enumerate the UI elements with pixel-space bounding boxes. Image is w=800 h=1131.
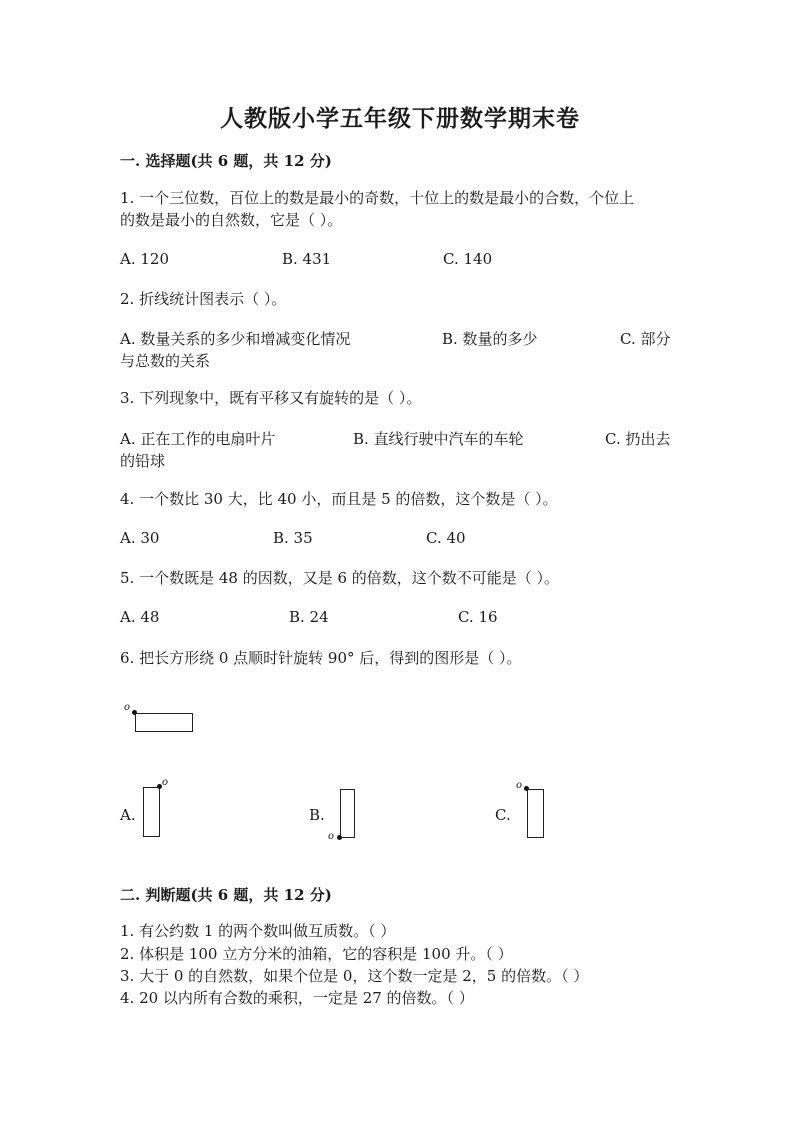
true-false-item-4: 4. 20 以内所有合数的乘积，一定是 27 的倍数。（ ） <box>120 989 474 1007</box>
question-2-option-a-wrap: 与总数的关系 <box>120 352 211 370</box>
question-3-line-1: 3. 下列现象中，既有平移又有旋转的是（ ）。 <box>120 389 422 407</box>
rotation-point-label: o <box>124 702 131 713</box>
question-5-option-a: A. 48 <box>120 608 160 626</box>
question-6-option-c: C. <box>495 806 511 824</box>
question-3-option-c: C. 扔出去 <box>605 430 671 448</box>
section-heading-choice: 一. 选择题(共 6 题，共 12 分) <box>120 152 332 170</box>
option-a-point-label: o <box>162 777 169 788</box>
question-6-option-b: B. <box>309 806 325 824</box>
true-false-item-2: 2. 体积是 100 立方分米的油箱，它的容积是 100 升。（ ） <box>120 945 513 963</box>
question-5-option-c: C. 16 <box>458 608 498 626</box>
question-5-option-b: B. 24 <box>289 608 329 626</box>
option-b-rectangle <box>340 789 355 838</box>
question-4-option-b: B. 35 <box>273 529 313 547</box>
question-5-line-1: 5. 一个数既是 48 的因数，又是 6 的倍数，这个数不可能是（ ）。 <box>120 569 560 587</box>
question-6-option-a: A. <box>120 806 136 824</box>
true-false-item-1: 1. 有公约数 1 的两个数叫做互质数。（ ） <box>120 922 396 940</box>
question-2-line-1: 2. 折线统计图表示（ ）。 <box>120 290 287 308</box>
question-1-option-c: C. 140 <box>443 250 493 268</box>
question-3-option-c-wrap: 的铅球 <box>120 452 166 470</box>
question-4-line-1: 4. 一个数比 30 大，比 40 小，而且是 5 的倍数，这个数是（ ）。 <box>120 490 558 508</box>
question-1-option-a: A. 120 <box>120 250 169 268</box>
question-3-option-b: B. 直线行驶中汽车的车轮 <box>353 430 524 448</box>
question-4-option-c: C. 40 <box>426 529 466 547</box>
question-6-line-1: 6. 把长方形绕 0 点顺时针旋转 90° 后，得到的图形是（ ）。 <box>120 649 522 667</box>
question-4-option-a: A. 30 <box>120 529 160 547</box>
question-2-option-b: B. 数量的多少 <box>442 330 538 348</box>
option-a-rectangle <box>143 787 160 837</box>
true-false-item-3: 3. 大于 0 的自然数，如果个位是 0，这个数一定是 2，5 的倍数。（ ） <box>120 967 589 985</box>
question-1-line-1: 1. 一个三位数，百位上的数是最小的奇数，十位上的数是最小的合数，个位上 <box>120 189 635 207</box>
page-title: 人教版小学五年级下册数学期末卷 <box>220 105 580 132</box>
option-b-point-label: o <box>328 831 335 842</box>
option-c-rectangle <box>527 789 544 838</box>
question-1-option-b: B. 431 <box>282 250 332 268</box>
question-1-line-2: 的数是最小的自然数，它是（ ）。 <box>120 211 343 229</box>
option-b-point <box>337 835 342 840</box>
question-2-option-c: C. 部分 <box>620 330 671 348</box>
section-heading-true-false: 二. 判断题(共 6 题，共 12 分) <box>120 886 332 904</box>
question-3-option-a: A. 正在工作的电扇叶片 <box>120 430 276 448</box>
horizontal-rectangle <box>135 713 193 732</box>
option-c-point-label: o <box>516 780 523 791</box>
question-2-option-a: A. 数量关系的多少和增减变化情况 <box>120 330 351 348</box>
